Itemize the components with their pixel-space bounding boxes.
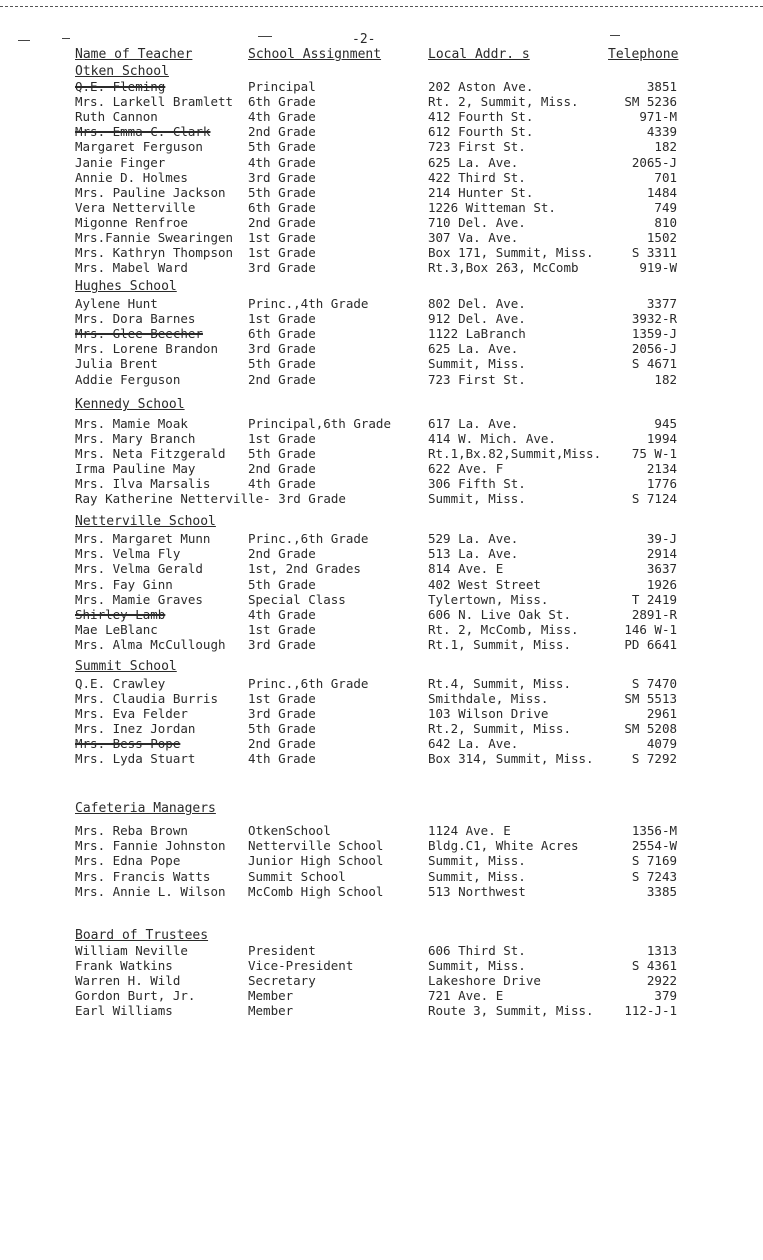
teacher-name: Shirley Lamb — [75, 607, 166, 622]
teacher-name: Mrs. Pauline Jackson — [75, 184, 226, 200]
teacher-name: Mrs. Annie L. Wilson — [75, 883, 226, 899]
telephone-number: S 7243 — [631, 868, 677, 884]
telephone-number: 1994 — [646, 431, 677, 446]
table-row — [0, 446, 763, 461]
table-row — [0, 372, 763, 387]
table-row — [0, 943, 763, 958]
telephone-number: 2065-J — [631, 154, 677, 170]
telephone-number: S 4361 — [631, 958, 677, 973]
teacher-name: Julia Brent — [75, 356, 158, 372]
local-address: 814 Ave. E — [428, 561, 504, 577]
table-row — [0, 721, 763, 736]
teacher-name: Mae LeBlanc — [75, 622, 158, 638]
telephone-number: 971-M — [639, 109, 677, 125]
table-row — [0, 200, 763, 215]
teacher-name: Mrs. Fannie Johnston — [75, 838, 226, 854]
school-assignment: 1st Grade — [248, 622, 316, 638]
local-address: 1122 LaBranch — [428, 326, 526, 342]
school-assignment: 5th Grade — [248, 184, 316, 200]
telephone-number: T 2419 — [631, 591, 677, 607]
table-row — [0, 476, 763, 491]
top-border-line — [0, 6, 763, 7]
teacher-name: Mrs. Lorene Brandon — [75, 341, 218, 357]
school-assignment: 1st Grade — [248, 230, 316, 245]
teacher-name: Irma Pauline May — [75, 461, 196, 476]
section-title: Summit School — [75, 659, 177, 674]
school-assignment: Special Class — [248, 591, 346, 607]
school-assignment: Secretary — [248, 973, 316, 988]
telephone-number: 1926 — [646, 576, 677, 592]
table-row — [0, 546, 763, 561]
telephone-number: S 7124 — [631, 491, 677, 506]
header-telephone: Telephone — [608, 47, 679, 62]
table-row — [0, 869, 763, 884]
school-assignment: Member — [248, 988, 294, 1003]
table-row — [0, 706, 763, 721]
teacher-name: William Neville — [75, 943, 188, 958]
school-assignment: 3rd Grade — [248, 341, 316, 357]
school-assignment: 4th Grade — [248, 751, 316, 766]
teacher-name: Mrs. Neta Fitzgerald — [75, 446, 226, 461]
local-address: Rt.4, Summit, Miss. — [428, 676, 571, 691]
local-address: Summit, Miss. — [428, 958, 526, 973]
school-assignment: 1st Grade — [248, 431, 316, 446]
local-address: Smithdale, Miss. — [428, 691, 549, 706]
school-assignment: President — [248, 943, 316, 958]
table-row — [0, 341, 763, 356]
table-row — [0, 1003, 763, 1018]
teacher-name: Mrs. Edna Pope — [75, 853, 181, 869]
table-row — [0, 356, 763, 371]
school-assignment: 6th Grade — [248, 199, 316, 215]
local-address: Rt.3,Box 263, McComb — [428, 260, 579, 276]
table-row — [0, 326, 763, 341]
table-row — [0, 884, 763, 899]
telephone-number: 1356-M — [631, 823, 677, 838]
telephone-number: 182 — [654, 139, 677, 155]
telephone-number: 2056-J — [631, 341, 677, 357]
local-address: Box 171, Summit, Miss. — [428, 245, 594, 261]
local-address: 1226 Witteman St. — [428, 199, 556, 215]
teacher-name: Mrs. Mabel Ward — [75, 260, 188, 276]
teacher-name: Mrs. Fay Ginn — [75, 576, 173, 592]
table-row — [0, 691, 763, 706]
table-row — [0, 296, 763, 311]
telephone-number: 1484 — [646, 184, 677, 200]
local-address: 612 Fourth St. — [428, 124, 534, 140]
school-assignment: Junior High School — [248, 853, 384, 869]
school-assignment: 1st Grade — [248, 311, 316, 327]
table-row — [0, 461, 763, 476]
teacher-name: Mrs. Mamie Moak — [75, 416, 188, 431]
teacher-name: Q.E. Crawley — [75, 676, 166, 691]
school-assignment: 2nd Grade — [248, 124, 316, 140]
teacher-name: Vera Netterville — [75, 199, 196, 215]
page-number: -2- — [352, 32, 376, 47]
local-address: Rt. 2, McComb, Miss. — [428, 622, 579, 638]
section-title: Board of Trustees — [75, 928, 209, 943]
table-row — [0, 736, 763, 751]
local-address: 414 W. Mich. Ave. — [428, 431, 556, 446]
local-address: Lakeshore Drive — [428, 973, 541, 988]
telephone-number: 112-J-1 — [624, 1003, 677, 1018]
table-row — [0, 124, 763, 139]
local-address: 617 La. Ave. — [428, 416, 519, 431]
telephone-number: S 7470 — [631, 676, 677, 691]
telephone-number: 1359-J — [631, 326, 677, 342]
local-address: 513 Northwest — [428, 883, 526, 899]
school-assignment: 6th Grade — [248, 326, 316, 342]
table-row — [0, 416, 763, 431]
teacher-name: Mrs. Alma McCullough — [75, 637, 226, 653]
school-assignment: 1st Grade — [248, 245, 316, 261]
teacher-name: Mrs. Lyda Stuart — [75, 751, 196, 766]
school-assignment: 5th Grade — [248, 721, 316, 736]
table-row — [0, 531, 763, 546]
school-assignment: 3rd Grade — [248, 169, 316, 185]
local-address: Tylertown, Miss. — [428, 591, 549, 607]
telephone-number: 3932-R — [631, 311, 677, 327]
teacher-name: Mrs. Dora Barnes — [75, 311, 196, 327]
teacher-name: Mrs. Reba Brown — [75, 823, 188, 838]
local-address: 529 La. Ave. — [428, 531, 519, 546]
telephone-number: 182 — [654, 371, 677, 387]
school-assignment: OtkenSchool — [248, 823, 331, 838]
local-address: 912 Del. Ave. — [428, 311, 526, 327]
table-row — [0, 431, 763, 446]
local-address: 202 Aston Ave. — [428, 79, 534, 94]
table-row — [0, 139, 763, 154]
section-title: Kennedy School — [75, 397, 185, 412]
header-school-assignment: School Assignment — [248, 47, 382, 62]
telephone-number: 1313 — [646, 943, 677, 958]
teacher-name: Q.E. Fleming — [75, 79, 166, 94]
teacher-name: Mrs. Emma C. Clark — [75, 124, 211, 140]
table-row — [0, 577, 763, 592]
telephone-number: 810 — [654, 214, 677, 230]
school-assignment: 5th Grade — [248, 446, 316, 461]
school-assignment: 1st Grade — [248, 691, 316, 706]
header-name-of-teacher: Name of Teacher — [75, 47, 193, 62]
table-row — [0, 853, 763, 868]
school-assignment: 4th Grade — [248, 154, 316, 170]
telephone-number: S 3311 — [631, 245, 677, 261]
table-row — [0, 838, 763, 853]
telephone-number: 3385 — [646, 883, 677, 899]
school-assignment: Vice-President — [248, 958, 354, 973]
school-assignment: Principal,6th Grade — [248, 416, 391, 431]
telephone-number: S 4671 — [631, 356, 677, 372]
teacher-name: Mrs. Kathryn Thompson — [75, 245, 234, 261]
telephone-number: 1502 — [646, 230, 677, 245]
scan-speck — [62, 38, 70, 39]
local-address: 710 Del. Ave. — [428, 214, 526, 230]
telephone-number: S 7169 — [631, 853, 677, 869]
local-address: Rt. 2, Summit, Miss. — [428, 94, 579, 110]
local-address: 422 Third St. — [428, 169, 526, 185]
teacher-name: Mrs. Mamie Graves — [75, 591, 203, 607]
local-address: Summit, Miss. — [428, 853, 526, 869]
local-address: 606 N. Live Oak St. — [428, 607, 571, 622]
school-assignment: 4th Grade — [248, 109, 316, 125]
teacher-name: Annie D. Holmes — [75, 169, 188, 185]
table-row — [0, 751, 763, 766]
header-local-address: Local Addr. s — [428, 47, 530, 62]
telephone-number: 2891-R — [631, 607, 677, 622]
local-address: 723 First St. — [428, 371, 526, 387]
teacher-name: Gordon Burt, Jr. — [75, 988, 196, 1003]
table-row — [0, 109, 763, 124]
telephone-number: PD 6641 — [624, 637, 677, 653]
table-row — [0, 973, 763, 988]
school-assignment: Member — [248, 1003, 294, 1018]
section-title: Hughes School — [75, 279, 177, 294]
teacher-name: Mrs. Bess Pope — [75, 736, 181, 751]
local-address: 103 Wilson Drive — [428, 706, 549, 721]
teacher-name: Mrs. Velma Fly — [75, 546, 181, 562]
section-title: Netterville School — [75, 514, 216, 529]
table-row — [0, 491, 763, 506]
telephone-number: 379 — [654, 988, 677, 1003]
table-row — [0, 958, 763, 973]
scan-speck — [258, 36, 272, 37]
local-address: 642 La. Ave. — [428, 736, 519, 751]
teacher-name: Warren H. Wild — [75, 973, 181, 988]
school-assignment: 2nd Grade — [248, 214, 316, 230]
table-row — [0, 988, 763, 1003]
table-row — [0, 637, 763, 652]
school-assignment: 3rd Grade — [248, 260, 316, 276]
school-assignment: 4th Grade — [248, 476, 316, 491]
teacher-name: Mrs. Glee Beecher — [75, 326, 203, 342]
school-assignment: 4th Grade — [248, 607, 316, 622]
local-address: 513 La. Ave. — [428, 546, 519, 562]
local-address: Rt.1,Bx.82,Summit,Miss. — [428, 446, 602, 461]
school-assignment: 6th Grade — [248, 94, 316, 110]
telephone-number: 919-W — [639, 260, 677, 276]
local-address: Rt.2, Summit, Miss. — [428, 721, 571, 736]
teacher-name: Mrs. Mary Branch — [75, 431, 196, 446]
teacher-name: Janie Finger — [75, 154, 166, 170]
school-assignment: 5th Grade — [248, 139, 316, 155]
school-assignment: 3rd Grade — [248, 637, 316, 653]
teacher-name: Mrs. Ilva Marsalis — [75, 476, 211, 491]
school-assignment: 2nd Grade — [248, 546, 316, 562]
teacher-name: Addie Ferguson — [75, 371, 181, 387]
table-row — [0, 94, 763, 109]
telephone-number: 39-J — [646, 531, 677, 546]
teacher-name: Aylene Hunt — [75, 296, 158, 311]
local-address: 606 Third St. — [428, 943, 526, 958]
local-address: Rt.1, Summit, Miss. — [428, 637, 571, 653]
telephone-number: 4079 — [646, 736, 677, 751]
local-address: 412 Fourth St. — [428, 109, 534, 125]
section-title: Otken School — [75, 64, 169, 79]
school-assignment: Summit School — [248, 868, 346, 884]
teacher-name: Mrs. Margaret Munn — [75, 531, 211, 546]
teacher-name: Mrs. Eva Felder — [75, 706, 188, 721]
section-title: Cafeteria Managers — [75, 801, 216, 816]
teacher-name: Earl Williams — [75, 1003, 173, 1018]
teacher-name: Mrs. Larkell Bramlett — [75, 94, 234, 110]
local-address: 307 Va. Ave. — [428, 230, 519, 245]
table-row — [0, 215, 763, 230]
local-address: Box 314, Summit, Miss. — [428, 751, 594, 766]
school-assignment: Princ.,4th Grade — [248, 296, 369, 311]
teacher-name: Mrs.Fannie Swearingen — [75, 230, 234, 245]
telephone-number: 749 — [654, 199, 677, 215]
telephone-number: 2961 — [646, 706, 677, 721]
telephone-number: SM 5236 — [624, 94, 677, 110]
telephone-number: SM 5208 — [624, 721, 677, 736]
local-address: 721 Ave. E — [428, 988, 504, 1003]
table-row — [0, 311, 763, 326]
local-address: 402 West Street — [428, 576, 541, 592]
school-assignment: Netterville School — [248, 838, 384, 854]
school-assignment: McComb High School — [248, 883, 384, 899]
telephone-number: 3637 — [646, 561, 677, 577]
local-address: Summit, Miss. — [428, 868, 526, 884]
table-row — [0, 245, 763, 260]
school-assignment: Princ.,6th Grade — [248, 676, 369, 691]
telephone-number: 701 — [654, 169, 677, 185]
telephone-number: 2914 — [646, 546, 677, 562]
school-assignment: 2nd Grade — [248, 461, 316, 476]
teacher-name: Mrs. Velma Gerald — [75, 561, 203, 577]
local-address: 625 La. Ave. — [428, 154, 519, 170]
local-address: 1124 Ave. E — [428, 823, 511, 838]
telephone-number: 146 W-1 — [624, 622, 677, 638]
telephone-number: 2134 — [646, 461, 677, 476]
table-row — [0, 676, 763, 691]
school-assignment: 5th Grade — [248, 356, 316, 372]
scan-speck — [610, 35, 620, 36]
teacher-name: Ruth Cannon — [75, 109, 158, 125]
table-row — [0, 185, 763, 200]
table-row — [0, 823, 763, 838]
telephone-number: 2922 — [646, 973, 677, 988]
table-row — [0, 155, 763, 170]
teacher-name: Migonne Renfroe — [75, 214, 188, 230]
teacher-name: Ray Katherine Netterville- 3rd Grade — [75, 491, 346, 506]
table-row — [0, 79, 763, 94]
telephone-number: 3851 — [646, 79, 677, 94]
local-address: 214 Hunter St. — [428, 184, 534, 200]
teacher-name: Mrs. Inez Jordan — [75, 721, 196, 736]
school-assignment: Principal — [248, 79, 316, 94]
school-assignment: 2nd Grade — [248, 371, 316, 387]
scan-speck — [18, 40, 30, 41]
telephone-number: 945 — [654, 416, 677, 431]
local-address: Summit, Miss. — [428, 491, 526, 506]
table-row — [0, 260, 763, 275]
telephone-number: 3377 — [646, 296, 677, 311]
school-assignment: 5th Grade — [248, 576, 316, 592]
local-address: 723 First St. — [428, 139, 526, 155]
school-assignment: Princ.,6th Grade — [248, 531, 369, 546]
local-address: 802 Del. Ave. — [428, 296, 526, 311]
teacher-name: Mrs. Claudia Burris — [75, 691, 218, 706]
telephone-number: 1776 — [646, 476, 677, 491]
telephone-number: 2554-W — [631, 838, 677, 854]
local-address: Summit, Miss. — [428, 356, 526, 372]
telephone-number: 75 W-1 — [631, 446, 677, 461]
table-row — [0, 170, 763, 185]
table-row — [0, 607, 763, 622]
table-row — [0, 561, 763, 576]
local-address: 625 La. Ave. — [428, 341, 519, 357]
local-address: Bldg.C1, White Acres — [428, 838, 579, 854]
school-assignment: 1st, 2nd Grades — [248, 561, 361, 577]
local-address: Route 3, Summit, Miss. — [428, 1003, 594, 1018]
teacher-name: Mrs. Francis Watts — [75, 868, 211, 884]
teacher-name: Margaret Ferguson — [75, 139, 203, 155]
school-assignment: 3rd Grade — [248, 706, 316, 721]
telephone-number: S 7292 — [631, 751, 677, 766]
telephone-number: 4339 — [646, 124, 677, 140]
local-address: 306 Fifth St. — [428, 476, 526, 491]
telephone-number: SM 5513 — [624, 691, 677, 706]
local-address: 622 Ave. F — [428, 461, 504, 476]
teacher-name: Frank Watkins — [75, 958, 173, 973]
school-assignment: 2nd Grade — [248, 736, 316, 751]
table-row — [0, 592, 763, 607]
table-row — [0, 230, 763, 245]
table-row — [0, 622, 763, 637]
